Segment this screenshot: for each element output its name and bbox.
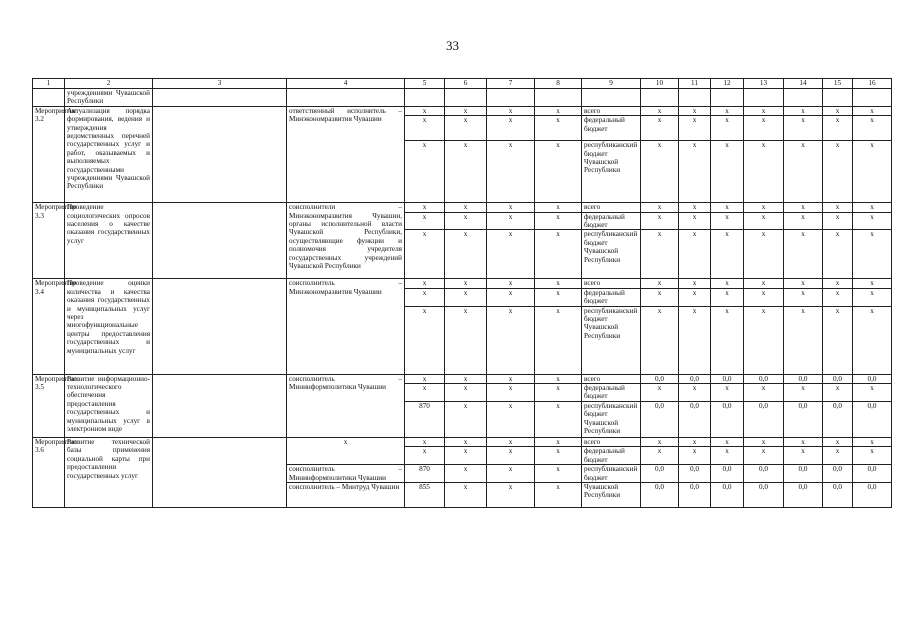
value-cell: x [405,374,445,383]
funding-source-cell: республиканский бюджет [582,465,641,483]
value-cell: x [679,384,711,402]
empty-cell [744,89,784,107]
empty-cell [153,374,287,437]
value-cell: x [641,203,679,212]
value-cell: x [445,288,487,306]
empty-cell [641,89,679,107]
value-cell: x [445,374,487,383]
value-cell: x [405,141,445,203]
value-cell: x [744,437,784,446]
value-cell: 0,0 [853,374,892,383]
value-cell: 0,0 [641,374,679,383]
empty-cell [33,89,65,107]
value-cell: x [535,230,582,279]
value-cell: x [784,141,823,203]
value-cell: x [711,230,744,279]
funding-source-cell: всего [582,203,641,212]
value-cell: x [853,141,892,203]
column-header: 7 [487,79,535,89]
value-cell: x [405,106,445,115]
value-cell: x [445,384,487,402]
value-cell: x [823,116,853,141]
value-cell: x [679,447,711,465]
table-row [33,89,892,107]
column-header: 13 [744,79,784,89]
value-cell: x [711,116,744,141]
header-row [33,79,892,89]
value-cell: x [679,203,711,212]
value-cell: x [445,106,487,115]
value-cell: x [445,212,487,230]
value-cell: x [405,116,445,141]
executor-cell: соисполнитель – Мининформполитики Чувашии [287,374,405,437]
funding-source-cell: федеральный бюджет [582,212,641,230]
table-row [33,203,892,212]
column-header: 10 [641,79,679,89]
value-cell: x [405,437,445,446]
value-cell: x [487,230,535,279]
value-cell: x [641,447,679,465]
value-cell: 0,0 [823,465,853,483]
value-cell: x [487,374,535,383]
value-cell: 0,0 [679,401,711,437]
empty-cell [153,203,287,279]
value-cell: x [535,116,582,141]
value-cell: x [711,212,744,230]
value-cell: x [535,212,582,230]
value-cell: x [641,279,679,288]
executor-cell: соисполнитель – Минтруд Чувашии [287,482,405,507]
value-cell: 0,0 [679,374,711,383]
value-cell: x [853,212,892,230]
value-cell: x [784,447,823,465]
column-header: 2 [65,79,153,89]
value-cell: x [853,437,892,446]
value-cell: x [445,141,487,203]
empty-cell [153,437,287,507]
funding-source-cell: всего [582,106,641,115]
value-cell: x [641,437,679,446]
value-cell: x [784,437,823,446]
executor-cell: соисполнитель – Минэкономразвития Чувашии [287,279,405,374]
value-cell: x [487,306,535,374]
value-cell: x [711,203,744,212]
empty-cell [153,89,287,107]
column-header: 8 [535,79,582,89]
funding-source-cell: республиканский бюджет Чувашской Республики [582,401,641,437]
funding-source-cell: федеральный бюджет [582,288,641,306]
value-cell: x [535,465,582,483]
value-cell: x [535,288,582,306]
value-cell: x [445,482,487,507]
value-cell: 0,0 [744,374,784,383]
value-cell: 870 [405,401,445,437]
value-cell: 0,0 [711,482,744,507]
funding-source-cell: федеральный бюджет [582,447,641,465]
value-cell: 0,0 [784,482,823,507]
value-cell: x [405,306,445,374]
value-cell: x [535,401,582,437]
value-cell: x [711,306,744,374]
measure-label: Мероприятие 3.5 [33,374,65,437]
value-cell: 0,0 [823,401,853,437]
funding-source-cell: всего [582,374,641,383]
value-cell: x [784,212,823,230]
empty-cell [287,89,405,107]
table-row [33,106,892,115]
value-cell: x [711,437,744,446]
value-cell: x [784,230,823,279]
value-cell: 0,0 [853,465,892,483]
page-number: 33 [446,38,459,53]
value-cell: 870 [405,465,445,483]
executor-cell: x [287,437,405,464]
empty-cell [582,89,641,107]
measure-label: Мероприятие 3.6 [33,437,65,507]
value-cell: x [823,288,853,306]
value-cell: x [405,288,445,306]
value-cell: 0,0 [679,482,711,507]
measure-name: Проведение оценки количества и качества оказания государственных и муниципальных услуг через многофункциональные центры предоставления государственных и муниципальных услуг [65,279,153,374]
measure-label: Мероприятие 3.4 [33,279,65,374]
funding-source-cell: республиканский бюджет Чувашской Республики [582,306,641,374]
value-cell: x [535,482,582,507]
executor-cell: соисполнители – Минэкономразвития Чувашии, органы исполнительной власти Чувашской Республики, осуществляющие функции и полномочия учредителя государственных учреждений Чувашской Республики [287,203,405,279]
value-cell: x [405,230,445,279]
value-cell: x [679,230,711,279]
column-header: 3 [153,79,287,89]
empty-cell [153,279,287,374]
value-cell: x [823,384,853,402]
column-header: 9 [582,79,641,89]
value-cell: x [744,288,784,306]
value-cell: x [445,306,487,374]
measure-name: Проведение социологических опросов населения о качестве оказания государственных услуг [65,203,153,279]
value-cell: x [853,203,892,212]
value-cell: x [744,447,784,465]
value-cell: x [784,288,823,306]
value-cell: x [679,437,711,446]
value-cell: x [445,279,487,288]
value-cell: x [405,384,445,402]
value-cell: x [679,279,711,288]
empty-cell [853,89,892,107]
value-cell: x [487,447,535,465]
measure-name: Развитие технической базы применения социальной карты при предоставлении государственных услуг [65,437,153,507]
value-cell: x [487,465,535,483]
value-cell: x [641,106,679,115]
measure-label: Мероприятие 3.2 [33,106,65,202]
column-header: 6 [445,79,487,89]
funding-source-cell: республиканский бюджет Чувашской Республики [582,141,641,203]
value-cell: x [823,212,853,230]
value-cell: x [744,306,784,374]
value-cell: x [853,106,892,115]
value-cell: 0,0 [711,465,744,483]
value-cell: x [784,203,823,212]
value-cell: 0,0 [784,401,823,437]
funding-source-cell: республиканский бюджет Чувашской Республики [582,230,641,279]
funding-source-cell: всего [582,279,641,288]
value-cell: 0,0 [641,465,679,483]
value-cell: x [744,106,784,115]
executor-cell: соисполнитель – Мининформполитики Чувашии [287,465,405,483]
value-cell: x [445,401,487,437]
value-cell: 855 [405,482,445,507]
value-cell: x [744,141,784,203]
value-cell: x [744,116,784,141]
empty-cell [445,89,487,107]
column-header: 12 [711,79,744,89]
value-cell: x [487,288,535,306]
value-cell: x [853,230,892,279]
value-cell: x [679,288,711,306]
value-cell: x [445,230,487,279]
column-header: 4 [287,79,405,89]
value-cell: x [784,279,823,288]
funding-source-cell: Чувашской Республики [582,482,641,507]
value-cell: 0,0 [823,374,853,383]
value-cell: x [535,106,582,115]
value-cell: x [641,116,679,141]
value-cell: x [823,203,853,212]
value-cell: x [744,384,784,402]
empty-cell [535,89,582,107]
funding-source-cell: всего [582,437,641,446]
measure-label: Мероприятие 3.3 [33,203,65,279]
value-cell: x [823,279,853,288]
value-cell: x [744,203,784,212]
value-cell: x [711,447,744,465]
value-cell: x [823,106,853,115]
value-cell: x [679,116,711,141]
value-cell: x [679,106,711,115]
value-cell: x [823,306,853,374]
value-cell: x [487,401,535,437]
value-cell: x [853,447,892,465]
value-cell: x [853,384,892,402]
value-cell: x [535,447,582,465]
value-cell: x [487,212,535,230]
value-cell: x [823,447,853,465]
value-cell: x [641,212,679,230]
column-header: 14 [784,79,823,89]
value-cell: x [487,116,535,141]
empty-cell [487,89,535,107]
value-cell: 0,0 [641,482,679,507]
column-header: 11 [679,79,711,89]
table-row [33,279,892,288]
value-cell: x [487,106,535,115]
empty-cell [784,89,823,107]
budget-table [32,78,892,508]
value-cell: x [535,203,582,212]
value-cell: x [853,306,892,374]
value-cell: x [641,306,679,374]
value-cell: x [445,203,487,212]
table-row [33,437,892,446]
value-cell: x [853,279,892,288]
value-cell: x [487,482,535,507]
funding-source-cell: федеральный бюджет [582,116,641,141]
value-cell: x [445,465,487,483]
value-cell: x [823,230,853,279]
value-cell: 0,0 [711,374,744,383]
value-cell: x [853,116,892,141]
value-cell: x [711,141,744,203]
value-cell: x [744,212,784,230]
value-cell: x [405,279,445,288]
measure-name: Развитие информационно-технологического обеспечения предоставления государственных и муниципальных услуг в электронном виде [65,374,153,437]
value-cell: x [535,437,582,446]
value-cell: 0,0 [823,482,853,507]
column-header: 15 [823,79,853,89]
value-cell: 0,0 [853,401,892,437]
value-cell: x [823,141,853,203]
value-cell: x [784,306,823,374]
empty-cell [679,89,711,107]
value-cell: x [823,437,853,446]
value-cell: x [641,230,679,279]
value-cell: 0,0 [641,401,679,437]
column-header: 5 [405,79,445,89]
value-cell: x [711,279,744,288]
value-cell: x [711,288,744,306]
value-cell: x [679,306,711,374]
value-cell: 0,0 [744,465,784,483]
value-cell: 0,0 [711,401,744,437]
value-cell: 0,0 [784,465,823,483]
value-cell: x [535,279,582,288]
value-cell: 0,0 [744,482,784,507]
column-header: 16 [853,79,892,89]
value-cell: 0,0 [853,482,892,507]
measure-name: Актуализация порядка формирования, ведения и утверждения ведомственных перечней государственных услуг и работ, оказываемых и выполняемых государственными учреждениями Чувашской Республики [65,106,153,202]
value-cell: x [487,203,535,212]
value-cell: x [445,437,487,446]
value-cell: x [679,141,711,203]
value-cell: x [445,116,487,141]
empty-cell [823,89,853,107]
value-cell: x [487,437,535,446]
value-cell: x [487,141,535,203]
value-cell: x [784,116,823,141]
value-cell: x [641,141,679,203]
value-cell: x [535,306,582,374]
value-cell: x [679,212,711,230]
value-cell: x [711,106,744,115]
value-cell: x [405,203,445,212]
executor-cell: ответственный исполнитель – Минэкономразвития Чувашии [287,106,405,202]
value-cell: x [535,384,582,402]
value-cell: x [784,106,823,115]
column-header: 1 [33,79,65,89]
measure-name: учреждениями Чувашской Республики [65,89,153,107]
value-cell: 0,0 [679,465,711,483]
value-cell: x [784,384,823,402]
value-cell: x [487,279,535,288]
value-cell: x [405,447,445,465]
value-cell: x [853,288,892,306]
empty-cell [711,89,744,107]
value-cell: x [641,384,679,402]
value-cell: x [744,230,784,279]
value-cell: x [711,384,744,402]
value-cell: x [535,374,582,383]
value-cell: x [487,384,535,402]
value-cell: x [405,212,445,230]
value-cell: x [744,279,784,288]
value-cell: x [641,288,679,306]
empty-cell [153,106,287,202]
value-cell: 0,0 [744,401,784,437]
table-row [33,374,892,383]
value-cell: x [445,447,487,465]
value-cell: 0,0 [784,374,823,383]
empty-cell [405,89,445,107]
value-cell: x [535,141,582,203]
funding-source-cell: федеральный бюджет [582,384,641,402]
